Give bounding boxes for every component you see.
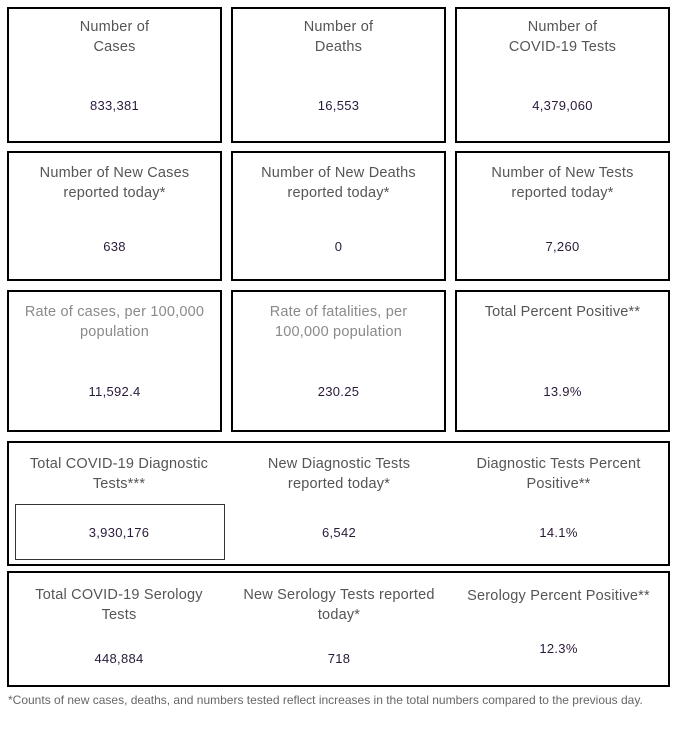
diagnostic-percent-tile bbox=[449, 443, 668, 564]
case-rate-value: 11,592.4 bbox=[88, 384, 141, 399]
serology-total-label: Total COVID-19 Serology Tests bbox=[35, 587, 203, 623]
diagnostic-panel bbox=[7, 441, 670, 566]
new-cases-label: Number of New Cases reported today* bbox=[39, 165, 190, 201]
percent-positive-value: 13.9% bbox=[543, 384, 582, 399]
fatality-rate-label: Rate of fatalities, per 100,000 population bbox=[269, 304, 408, 340]
diagnostic-total-label: Total COVID-19 Diagnostic Tests*** bbox=[29, 456, 209, 492]
deaths-card bbox=[231, 7, 446, 143]
diagnostic-total-value: 3,930,176 bbox=[88, 525, 150, 540]
deaths-label: Number of Deaths bbox=[303, 19, 374, 55]
serology-total-tile bbox=[9, 573, 229, 685]
diagnostic-percent-label: Diagnostic Tests Percent Positive** bbox=[476, 456, 641, 492]
new-deaths-label: Number of New Deaths reported today* bbox=[261, 165, 416, 201]
serology-new-value: 718 bbox=[327, 651, 351, 666]
new-tests-card bbox=[455, 151, 670, 281]
serology-panel bbox=[7, 571, 670, 687]
diagnostic-new-label: New Diagnostic Tests reported today* bbox=[267, 456, 411, 492]
cases-card bbox=[7, 7, 222, 143]
diagnostic-new-tile bbox=[229, 443, 449, 564]
serology-percent-value: 12.3% bbox=[539, 641, 578, 656]
case-rate-label: Rate of cases, per 100,000 population bbox=[24, 304, 205, 340]
serology-new-label: New Serology Tests reported today* bbox=[243, 587, 435, 623]
new-tests-label: Number of New Tests reported today* bbox=[491, 165, 634, 201]
fatality-rate-value: 230.25 bbox=[317, 384, 360, 399]
case-rate-card bbox=[7, 290, 222, 432]
diagnostic-new-value: 6,542 bbox=[321, 525, 357, 540]
cases-value: 833,381 bbox=[89, 98, 140, 113]
serology-percent-label: Serology Percent Positive** bbox=[467, 588, 650, 604]
new-tests-value: 7,260 bbox=[545, 239, 580, 254]
cases-label: Number of Cases bbox=[79, 19, 150, 55]
percent-positive-card bbox=[455, 290, 670, 432]
diagnostic-total-tile bbox=[9, 443, 229, 564]
percent-positive-label: Total Percent Positive** bbox=[484, 304, 641, 320]
deaths-value: 16,553 bbox=[317, 98, 360, 113]
serology-total-value: 448,884 bbox=[94, 651, 144, 666]
tests-value: 4,379,060 bbox=[532, 98, 593, 113]
fatality-rate-card bbox=[231, 290, 446, 432]
new-cases-value: 638 bbox=[103, 239, 126, 254]
new-cases-card bbox=[7, 151, 222, 281]
serology-percent-tile bbox=[449, 573, 668, 685]
new-deaths-card bbox=[231, 151, 446, 281]
tests-label: Number of COVID-19 Tests bbox=[508, 19, 617, 55]
serology-new-tile bbox=[229, 573, 449, 685]
new-deaths-value: 0 bbox=[334, 239, 343, 254]
footnote: *Counts of new cases, deaths, and numbers tested reflect increases in the total numbers compared to the previous day. bbox=[8, 693, 643, 707]
tests-card bbox=[455, 7, 670, 143]
diagnostic-percent-value: 14.1% bbox=[539, 525, 578, 540]
